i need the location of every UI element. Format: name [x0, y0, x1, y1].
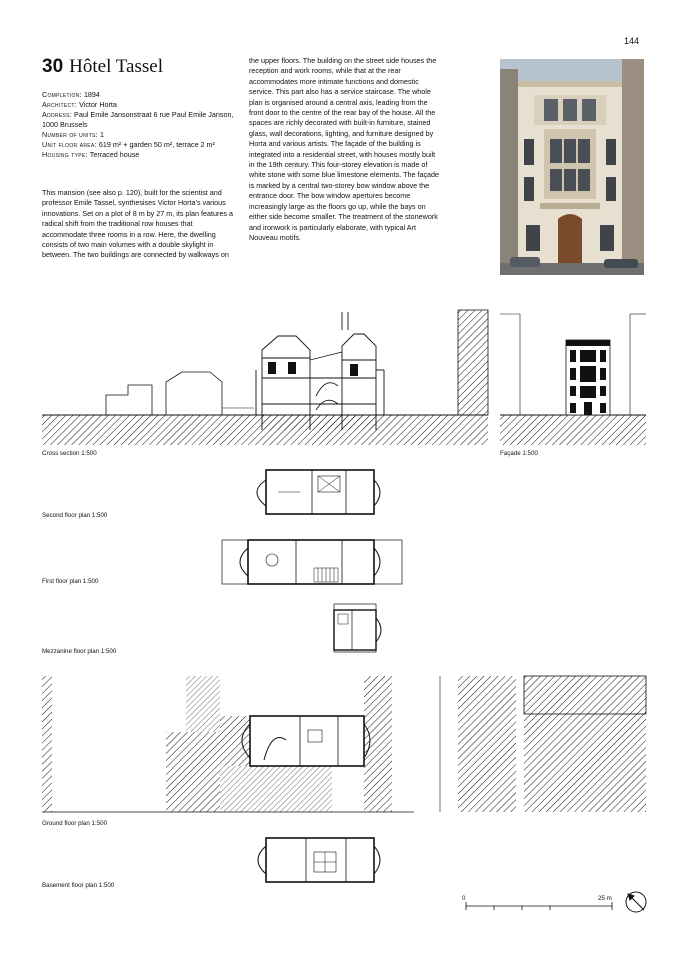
caption-ground-floor: Ground floor plan 1:500 — [42, 820, 108, 827]
basement-floor-plan — [258, 838, 380, 882]
page-number: 144 — [624, 36, 640, 46]
scale-bar-end: 25 m — [598, 895, 612, 902]
fact-architect: Architect: Victor Horta — [42, 100, 117, 109]
mezzanine-floor-plan — [334, 604, 381, 652]
fact-completion: Completion: 1894 — [42, 90, 100, 99]
scale-bar-start: 0 — [462, 895, 466, 902]
body-text-column-2: the upper floors. The building on the street side houses the reception and work rooms, while that at the rear accommodates more intimate functions and domestic service. This part also has a service staircase. The whole plan is organised around a central axis, leading from the front door to the centre of the rear bay of the house. All the spaces are richly decorated with built-in furniture, stained glass, wall decorations, lighting, and furniture designed by Horta and various artists. The façade of the building is integrated into a residential street, with houses mostly built in the 19th century. This four-storey elevation is made of white stone with some blue limestone elements. The façade is marked by a central two-storey bow window above the entrance door. The bow window apertures become increasingly large as the floors go up, while the bays on either side become smaller. The treatment of the stonework and ironwork is particularly elaborate, with typical Art Nouveau motifs. — [249, 56, 440, 242]
fact-housing-type: Housing type: Terraced house — [42, 150, 140, 159]
cross-section-drawing — [42, 310, 488, 445]
ground-floor-plan — [42, 676, 646, 812]
facade-drawing — [500, 314, 646, 445]
entry-name: Hôtel Tassel — [69, 56, 163, 77]
caption-second-floor: Second floor plan 1:500 — [42, 512, 108, 519]
body-text-column-1: This mansion (see also p. 120), built for the scientist and professor Emile Tassel, synthesises Victor Horta’s various innovations. Set on a plot of 8 m by 27 m, its plan features a radical shift from the traditional row houses that accommodate three rooms in a row. Here, the dwelling consists of two main volumes with a double skylight in between. The two buildings are connected by walkways on — [42, 188, 233, 260]
fact-units: Number of units: 1 — [42, 130, 104, 139]
caption-mezzanine: Mezzanine floor plan 1:500 — [42, 648, 117, 655]
scale-bar — [466, 902, 612, 910]
caption-basement: Basement floor plan 1:500 — [42, 882, 115, 889]
caption-first-floor: First floor plan 1:500 — [42, 578, 99, 585]
caption-cross-section: Cross section 1:500 — [42, 450, 97, 457]
first-floor-plan — [222, 540, 402, 584]
caption-facade: Façade 1:500 — [500, 450, 538, 457]
fact-floor-area: Unit floor area: 619 m² + garden 50 m², terrace 2 m² — [42, 140, 215, 149]
north-arrow-icon — [626, 892, 646, 912]
fact-address: Address: Paul Emile Jansonstraat 6 rue Paul Emile Janson, 1000 Brussels — [42, 110, 234, 129]
entry-number: 30 — [42, 56, 64, 77]
second-floor-plan — [257, 470, 380, 514]
